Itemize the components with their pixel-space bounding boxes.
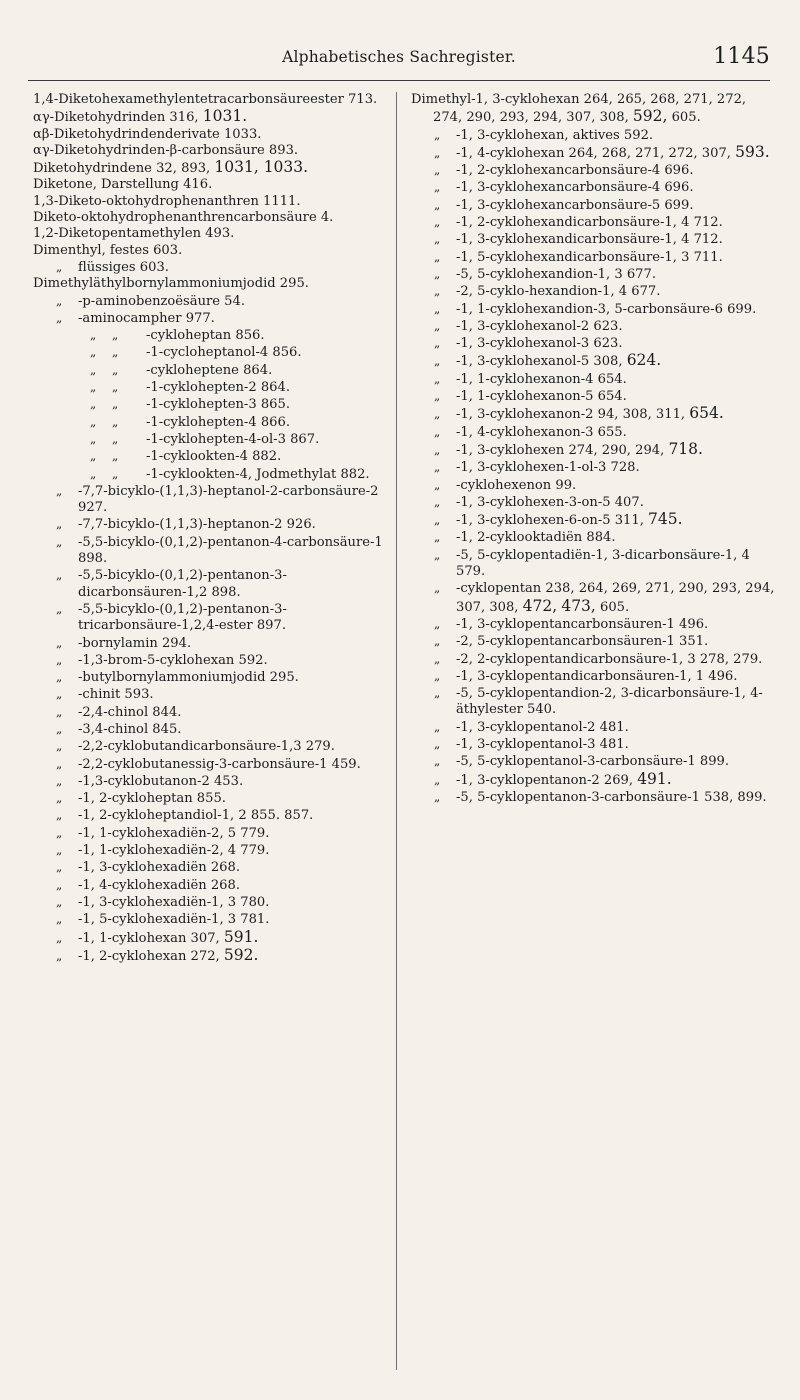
entry-text: -1, 1-cyklohexadiën-2, 5 779. bbox=[78, 825, 270, 841]
ditto-mark: „ bbox=[434, 354, 441, 369]
entry-text: -butylbornylammoniumjodid 295. bbox=[78, 670, 299, 686]
entry-text: αβ-Diketohydrindenderivate 1033. bbox=[33, 126, 262, 142]
ditto-mark: „ bbox=[90, 431, 97, 446]
main-page-reference: 473, bbox=[561, 596, 596, 615]
ditto-mark: „ bbox=[56, 756, 63, 771]
entry-text: -1, 3-cyklopentanol-3 481. bbox=[456, 736, 629, 752]
index-entry bbox=[411, 318, 779, 335]
entry-text: flüssiges 603. bbox=[78, 259, 169, 275]
entry-text: αγ-Diketohydrinden 316, bbox=[33, 110, 203, 126]
ditto-mark: „ bbox=[112, 328, 119, 343]
index-entry bbox=[411, 144, 779, 162]
entry-text: -2, 5-cyklo-hexandion-1, 4 677. bbox=[456, 284, 661, 300]
entry-text: -1, 3-cyklopentandicarbonsäuren-1, 1 496. bbox=[456, 668, 738, 684]
ditto-mark: „ bbox=[90, 466, 97, 481]
index-entry bbox=[33, 396, 390, 413]
main-page-reference: 472, bbox=[522, 596, 558, 615]
index-entry bbox=[33, 756, 390, 773]
entry-text: -1, 4-cyklohexanon-3 655. bbox=[456, 424, 627, 440]
ditto-mark: „ bbox=[434, 407, 441, 422]
index-entry bbox=[411, 771, 779, 789]
entry-text: -1, 3-cyklohexen-1-ol-3 728. bbox=[456, 460, 640, 476]
index-entry bbox=[33, 210, 390, 226]
ditto-mark: „ bbox=[434, 772, 441, 787]
ditto-mark: „ bbox=[434, 266, 441, 281]
entry-text: -5, 5-cyklopentanon-3-carbonsäure-1 538, 899. bbox=[456, 789, 767, 805]
entry-text: -1, 3-cyklohexen-6-on-5 311, bbox=[456, 513, 649, 529]
index-entry bbox=[33, 243, 390, 259]
index-entry bbox=[33, 466, 390, 483]
index-entry bbox=[411, 789, 779, 806]
ditto-mark: „ bbox=[434, 442, 441, 457]
index-entry bbox=[33, 127, 390, 143]
index-entry bbox=[411, 616, 779, 633]
index-entry bbox=[33, 310, 390, 327]
index-entry bbox=[411, 511, 779, 529]
ditto-mark: „ bbox=[56, 860, 63, 875]
ditto-mark: „ bbox=[434, 180, 441, 195]
index-entry bbox=[411, 162, 779, 179]
entry-text: -2,2-cyklobutanessig-3-carbonsäure-1 459. bbox=[78, 756, 361, 772]
entry-text: -1, 3-cyklohexancarbonsäure-5 699. bbox=[456, 197, 694, 213]
index-entry bbox=[33, 738, 390, 755]
index-entry bbox=[33, 842, 390, 859]
ditto-mark: „ bbox=[434, 336, 441, 351]
entry-text: -1, 3-cyklohexanol-3 623. bbox=[456, 336, 623, 352]
entry-text: -1, 1-cyklohexanon-5 654. bbox=[456, 389, 627, 405]
entry-text: -1, 3-cyklohexandicarbonsäure-1, 4 712. bbox=[456, 232, 723, 248]
ditto-mark: „ bbox=[56, 293, 63, 308]
entry-text: -cykloheptan 856. bbox=[146, 328, 265, 344]
index-entry bbox=[411, 441, 779, 459]
ditto-mark: „ bbox=[434, 371, 441, 386]
ditto-mark: „ bbox=[434, 389, 441, 404]
ditto-mark: „ bbox=[90, 362, 97, 377]
ditto-mark: „ bbox=[56, 310, 63, 325]
index-entry bbox=[33, 894, 390, 911]
entry-text: -5, 5-cyklopentandion-2, 3-dicarbonsäure-1, 4-äthylester 540. bbox=[456, 686, 763, 718]
ditto-mark: „ bbox=[112, 345, 119, 360]
ditto-mark: „ bbox=[434, 249, 441, 264]
ditto-mark: „ bbox=[434, 197, 441, 212]
index-entry bbox=[411, 335, 779, 352]
entry-text: -1-cyklookten-4 882. bbox=[146, 449, 282, 465]
entry-text: 605. bbox=[595, 599, 630, 615]
index-entry bbox=[33, 790, 390, 807]
entry-text: -7,7-bicyklo-(1,1,3)-heptanon-2 926. bbox=[78, 517, 316, 533]
index-entry bbox=[33, 825, 390, 842]
main-page-reference: 593. bbox=[735, 142, 770, 161]
index-entry bbox=[33, 911, 390, 928]
ditto-mark: „ bbox=[56, 687, 63, 702]
entry-text: -1, 1-cyklohexandion-3, 5-carbonsäure-6 699. bbox=[456, 301, 757, 317]
entry-text: Diketone, Darstellung 416. bbox=[33, 177, 213, 193]
entry-text: -2, 2-cyklopentandicarbonsäure-1, 3 278, 279. bbox=[456, 651, 763, 667]
ditto-mark: „ bbox=[434, 736, 441, 751]
ditto-mark: „ bbox=[56, 534, 63, 549]
page-number: 1145 bbox=[713, 44, 770, 69]
index-entry bbox=[33, 601, 390, 635]
index-entry bbox=[33, 669, 390, 686]
entry-text: -1, 3-cyklohexancarbonsäure-4 696. bbox=[456, 180, 694, 196]
ditto-mark: „ bbox=[56, 773, 63, 788]
index-entry bbox=[33, 379, 390, 396]
ditto-mark: „ bbox=[434, 477, 441, 492]
index-entry bbox=[33, 276, 390, 292]
entry-text: -1, 2-cyklohexandicarbonsäure-1, 4 712. bbox=[456, 215, 723, 231]
ditto-mark: „ bbox=[434, 668, 441, 683]
ditto-mark: „ bbox=[56, 652, 63, 667]
entry-text: -1-cyklohepten-4-ol-3 867. bbox=[146, 431, 320, 447]
index-entry bbox=[33, 773, 390, 790]
ditto-mark: „ bbox=[112, 414, 119, 429]
ditto-mark: „ bbox=[112, 380, 119, 395]
index-entry bbox=[33, 293, 390, 310]
index-entry bbox=[33, 431, 390, 448]
index-entry bbox=[33, 947, 390, 965]
index-entry bbox=[33, 859, 390, 876]
ditto-mark: „ bbox=[56, 517, 63, 532]
ditto-mark: „ bbox=[90, 380, 97, 395]
ditto-mark: „ bbox=[434, 424, 441, 439]
main-page-reference: 591. bbox=[223, 927, 259, 946]
entry-text: -3,4-chinol 845. bbox=[78, 721, 182, 737]
ditto-mark: „ bbox=[434, 651, 441, 666]
index-entry bbox=[411, 424, 779, 441]
entry-text: -1, 4-cyklohexadiën 268. bbox=[78, 877, 241, 893]
entry-text: -1, 4-cyklohexan 264, 268, 271, 272, 307, bbox=[456, 145, 736, 161]
main-page-reference: 592, bbox=[632, 107, 668, 126]
entry-text: -1, 2-cyklohexancarbonsäure-4 696. bbox=[456, 163, 694, 179]
ditto-mark: „ bbox=[434, 460, 441, 475]
index-entry bbox=[33, 516, 390, 533]
ditto-mark: „ bbox=[434, 547, 441, 562]
ditto-mark: „ bbox=[56, 948, 63, 963]
entry-text: -p-aminobenzoësäure 54. bbox=[78, 293, 246, 309]
index-entry bbox=[411, 547, 779, 581]
index-entry bbox=[411, 459, 779, 476]
ditto-mark: „ bbox=[112, 397, 119, 412]
entry-text: -1, 3-cyklohexanon-2 94, 308, 311, bbox=[456, 407, 690, 423]
ditto-mark: „ bbox=[56, 791, 63, 806]
entry-text: -1, 2-cykloheptandiol-1, 2 855. 857. bbox=[78, 808, 314, 824]
index-entry bbox=[33, 143, 390, 159]
ditto-mark: „ bbox=[56, 930, 63, 945]
entry-text: -1, 3-cyklopentanon-2 269, bbox=[456, 772, 638, 788]
index-entry bbox=[33, 194, 390, 210]
entry-text: -1, 1-cyklohexanon-4 654. bbox=[456, 371, 627, 387]
entry-text: Diketo-oktohydrophenanthrencarbonsäure 4. bbox=[33, 210, 334, 226]
ditto-mark: „ bbox=[434, 513, 441, 528]
index-entry bbox=[411, 179, 779, 196]
ditto-mark: „ bbox=[90, 328, 97, 343]
ditto-mark: „ bbox=[434, 789, 441, 804]
index-entry bbox=[411, 283, 779, 300]
entry-text: -5, 5-cyklopentanol-3-carbonsäure-1 899. bbox=[456, 754, 730, 770]
entry-text: -1, 1-cyklohexadiën-2, 4 779. bbox=[78, 843, 270, 859]
index-entry bbox=[33, 362, 390, 379]
entry-text: -1,3-brom-5-cyklohexan 592. bbox=[78, 652, 268, 668]
entry-text: -5,5-bicyklo-(0,1,2)-pentanon-3-dicarbonsäuren-1,2 898. bbox=[78, 568, 287, 600]
index-entry bbox=[411, 127, 779, 144]
entry-text: -1, 5-cyklohexadiën-1, 3 781. bbox=[78, 912, 270, 928]
index-entry bbox=[33, 92, 390, 108]
ditto-mark: „ bbox=[90, 449, 97, 464]
entry-text: -7,7-bicyklo-(1,1,3)-heptanol-2-carbonsäure-2 927. bbox=[78, 483, 379, 516]
index-entry bbox=[33, 483, 390, 517]
entry-text: -cykloheptene 864. bbox=[146, 362, 273, 378]
ditto-mark: „ bbox=[434, 634, 441, 649]
ditto-mark: „ bbox=[434, 318, 441, 333]
running-header bbox=[28, 44, 770, 74]
entry-text: -1, 3-cyklopentanol-2 481. bbox=[456, 719, 629, 735]
index-entry bbox=[411, 197, 779, 214]
ditto-mark: „ bbox=[434, 301, 441, 316]
entry-text: -1, 3-cyklohexadiën 268. bbox=[78, 860, 241, 876]
index-entry bbox=[33, 448, 390, 465]
main-page-reference: 592. bbox=[223, 945, 259, 964]
ditto-mark: „ bbox=[434, 494, 441, 509]
entry-text: -2, 5-cyklopentancarbonsäuren-1 351. bbox=[456, 634, 709, 650]
ditto-mark: „ bbox=[56, 601, 63, 616]
index-entry bbox=[33, 635, 390, 652]
ditto-mark: „ bbox=[434, 284, 441, 299]
index-entry bbox=[411, 371, 779, 388]
left-index-column bbox=[33, 92, 390, 965]
index-entry bbox=[33, 259, 390, 276]
main-page-reference: 654. bbox=[689, 404, 724, 423]
index-entry bbox=[411, 405, 779, 423]
entry-text: -5,5-bicyklo-(0,1,2)-pentanon-4-carbonsäure-1 898. bbox=[78, 534, 383, 567]
entry-text: -1, 1-cyklohexan 307, bbox=[78, 930, 224, 946]
index-entry bbox=[411, 685, 779, 719]
entry-text: -1-cyklookten-4, Jodmethylat 882. bbox=[146, 466, 370, 482]
entry-text: -1, 5-cyklohexandicarbonsäure-1, 3 711. bbox=[456, 249, 723, 265]
entry-text: -5,5-bicyklo-(0,1,2)-pentanon-3-tricarbonsäure-1,2,4-ester 897. bbox=[78, 601, 287, 634]
index-entry bbox=[411, 92, 779, 127]
ditto-mark: „ bbox=[56, 894, 63, 909]
index-entry bbox=[411, 668, 779, 685]
index-entry bbox=[33, 159, 390, 177]
ditto-mark: „ bbox=[56, 259, 63, 274]
entry-text: -1,3-cyklobutanon-2 453. bbox=[78, 773, 244, 789]
entry-text: -2,2-cyklobutandicarbonsäure-1,3 279. bbox=[78, 739, 335, 755]
column-divider bbox=[396, 92, 397, 1370]
ditto-mark: „ bbox=[56, 721, 63, 736]
index-entry bbox=[33, 721, 390, 738]
entry-text: -1-cyklohepten-4 866. bbox=[146, 414, 290, 430]
entry-text: -2,4-chinol 844. bbox=[78, 704, 182, 720]
ditto-mark: „ bbox=[56, 825, 63, 840]
index-entry bbox=[33, 877, 390, 894]
entry-text: -1-cyklohepten-3 865. bbox=[146, 397, 290, 413]
ditto-mark: „ bbox=[434, 232, 441, 247]
ditto-mark: „ bbox=[56, 704, 63, 719]
index-entry bbox=[33, 652, 390, 669]
index-entry bbox=[411, 301, 779, 318]
entry-text: -chinit 593. bbox=[78, 687, 154, 703]
ditto-mark: „ bbox=[112, 466, 119, 481]
entry-text: -1, 3-cyklohexen-3-on-5 407. bbox=[456, 494, 644, 510]
ditto-mark: „ bbox=[56, 483, 63, 498]
entry-text: -1, 2-cyklooktadiën 884. bbox=[456, 530, 616, 546]
entry-text: Dimethyläthylbornylammoniumjodid 295. bbox=[33, 276, 309, 292]
index-entry bbox=[411, 633, 779, 650]
right-index-column bbox=[411, 92, 779, 806]
entry-text: -1-cyklohepten-2 864. bbox=[146, 380, 290, 396]
entry-text: -bornylamin 294. bbox=[78, 635, 192, 651]
entry-text: -1, 3-cyklohexanol-2 623. bbox=[456, 318, 623, 334]
ditto-mark: „ bbox=[56, 739, 63, 754]
ditto-mark: „ bbox=[90, 397, 97, 412]
main-page-reference: 1031, 1033. bbox=[214, 158, 309, 177]
entry-text: Diketohydrindene 32, 893, bbox=[33, 161, 215, 177]
ditto-mark: „ bbox=[56, 635, 63, 650]
entry-text: -1, 3-cyklohexan, aktives 592. bbox=[456, 127, 654, 143]
ditto-mark: „ bbox=[56, 568, 63, 583]
entry-text: 1,4-Diketohexamethylentetracarbonsäureester 713. bbox=[33, 92, 378, 107]
header-rule bbox=[28, 80, 770, 81]
index-entry bbox=[33, 567, 390, 601]
index-entry bbox=[33, 929, 390, 947]
index-entry bbox=[411, 214, 779, 231]
entry-text: -1, 3-cyklohexen 274, 290, 294, bbox=[456, 442, 669, 458]
index-entry bbox=[33, 177, 390, 193]
ditto-mark: „ bbox=[56, 877, 63, 892]
ditto-mark: „ bbox=[434, 719, 441, 734]
ditto-mark: „ bbox=[112, 449, 119, 464]
main-page-reference: 624. bbox=[626, 351, 662, 370]
entry-text: -cyklopentan 238, 264, 269, 271, 290, 293, 294, 307, 308, bbox=[456, 581, 775, 615]
ditto-mark: „ bbox=[434, 616, 441, 631]
index-entry bbox=[411, 388, 779, 405]
ditto-mark: „ bbox=[434, 686, 441, 701]
index-entry bbox=[33, 344, 390, 361]
entry-text: Dimenthyl, festes 603. bbox=[33, 242, 183, 258]
entry-text: -1, 3-cyklohexadiën-1, 3 780. bbox=[78, 894, 270, 910]
ditto-mark: „ bbox=[90, 345, 97, 360]
ditto-mark: „ bbox=[434, 127, 441, 142]
entry-text: -5, 5-cyklopentadiën-1, 3-dicarbonsäure-1, 4 579. bbox=[456, 547, 750, 580]
entry-text: -1, 3-cyklopentancarbonsäuren-1 496. bbox=[456, 616, 709, 632]
ditto-mark: „ bbox=[434, 145, 441, 160]
index-entry bbox=[33, 704, 390, 721]
index-entry bbox=[33, 534, 390, 568]
ditto-mark: „ bbox=[56, 843, 63, 858]
index-entry bbox=[411, 753, 779, 770]
index-entry bbox=[33, 327, 390, 344]
main-page-reference: 745. bbox=[648, 510, 683, 529]
entry-text: 1,3-Diketo-oktohydrophenanthren 1111. bbox=[33, 193, 301, 209]
entry-text: 605. bbox=[667, 110, 701, 126]
index-entry bbox=[33, 108, 390, 126]
ditto-mark: „ bbox=[434, 530, 441, 545]
index-entry bbox=[411, 580, 779, 616]
entry-text: αγ-Diketohydrinden-β-carbonsäure 893. bbox=[33, 142, 299, 158]
ditto-mark: „ bbox=[434, 163, 441, 178]
entry-text: -5, 5-cyklohexandion-1, 3 677. bbox=[456, 266, 656, 282]
ditto-mark: „ bbox=[56, 912, 63, 927]
index-entry bbox=[411, 477, 779, 494]
index-entry bbox=[411, 736, 779, 753]
ditto-mark: „ bbox=[90, 414, 97, 429]
main-page-reference: 718. bbox=[668, 439, 703, 458]
index-entry bbox=[33, 686, 390, 703]
ditto-mark: „ bbox=[112, 362, 119, 377]
index-entry bbox=[411, 494, 779, 511]
index-entry bbox=[33, 226, 390, 242]
main-page-reference: 491. bbox=[637, 769, 672, 788]
ditto-mark: „ bbox=[112, 431, 119, 446]
ditto-mark: „ bbox=[434, 215, 441, 230]
entry-text: Dimethyl-1, 3-cyklohexan 264, 265, 268, 271, 272, 274, 290, 293, 294, 307, 308, bbox=[411, 92, 747, 126]
main-page-reference: 1031. bbox=[202, 107, 248, 126]
entry-text: -1-cycloheptanol-4 856. bbox=[146, 345, 302, 361]
index-entry bbox=[411, 231, 779, 248]
entry-text: -1, 2-cyklohexan 272, bbox=[78, 948, 224, 964]
ditto-mark: „ bbox=[56, 670, 63, 685]
index-entry bbox=[411, 651, 779, 668]
index-entry bbox=[411, 352, 779, 370]
index-entry bbox=[33, 807, 390, 824]
entry-text: -1, 3-cyklohexanol-5 308, bbox=[456, 354, 627, 370]
entry-text: -cyklohexenon 99. bbox=[456, 477, 577, 493]
page-header-title: Alphabetisches Sachregister. bbox=[282, 48, 516, 66]
index-entry bbox=[33, 414, 390, 431]
index-entry bbox=[411, 529, 779, 546]
entry-text: -1, 2-cykloheptan 855. bbox=[78, 791, 226, 807]
index-entry bbox=[411, 266, 779, 283]
entry-text: 1,2-Diketopentamethylen 493. bbox=[33, 226, 235, 242]
entry-text: -aminocampher 977. bbox=[78, 310, 215, 326]
ditto-mark: „ bbox=[434, 754, 441, 769]
ditto-mark: „ bbox=[434, 581, 441, 596]
index-entry bbox=[411, 719, 779, 736]
index-entry bbox=[411, 249, 779, 266]
ditto-mark: „ bbox=[56, 808, 63, 823]
